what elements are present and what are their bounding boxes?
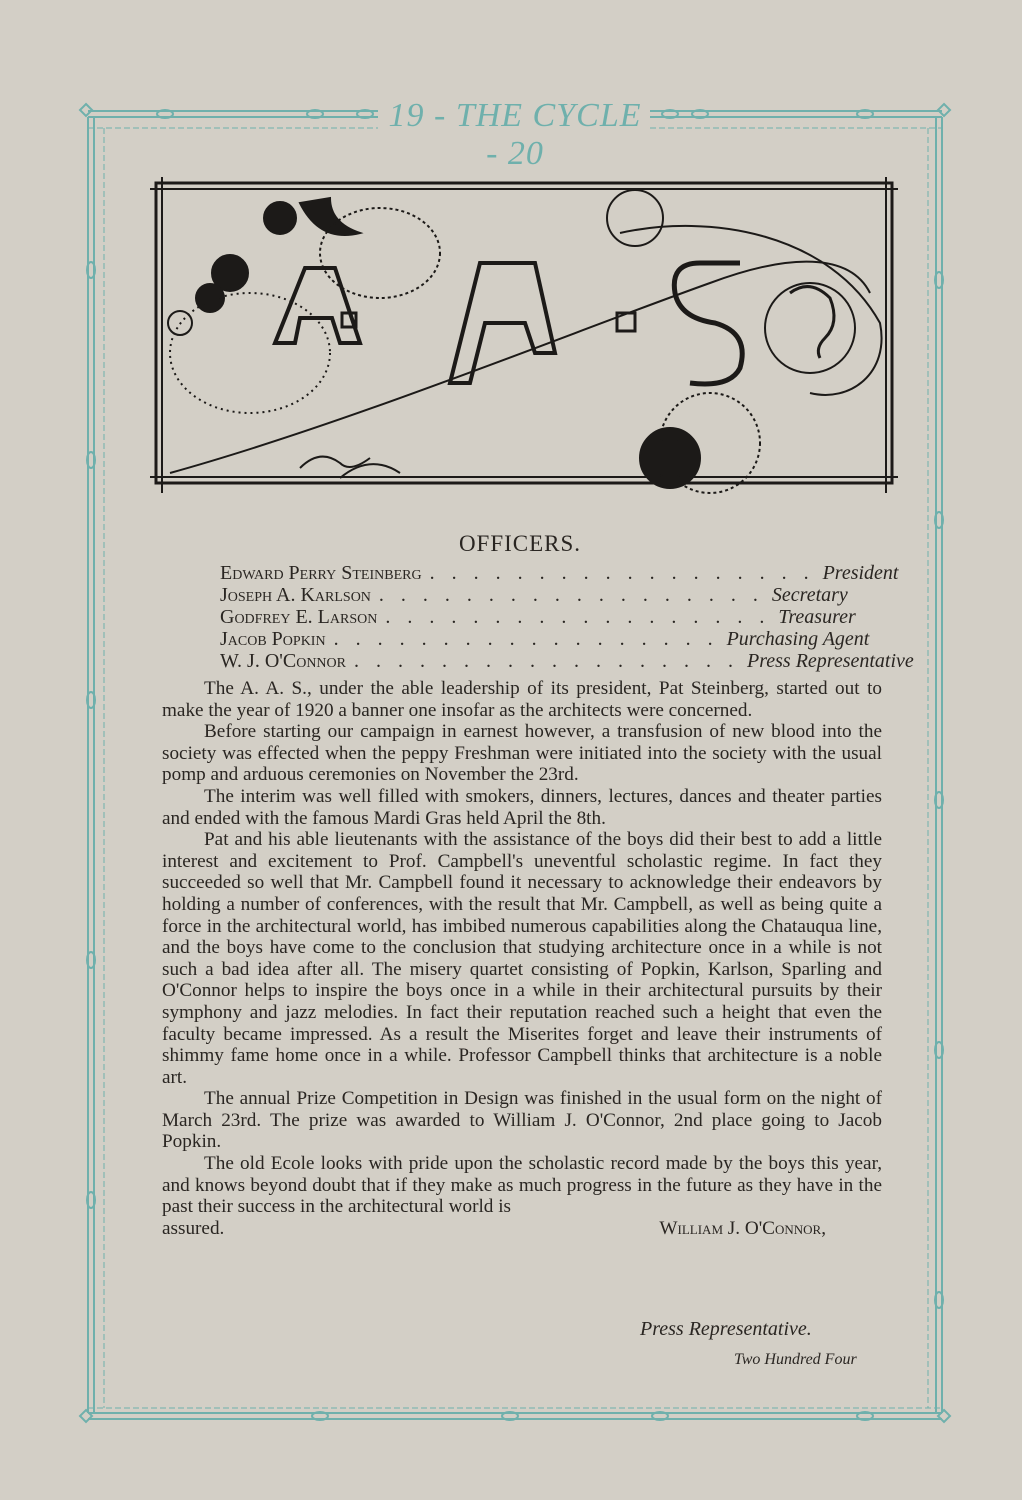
officer-name: Edward Perry Steinberg <box>220 562 422 584</box>
officer-name: W. J. O'Connor <box>220 650 346 672</box>
page-header-title: 19 - THE CYCLE - 20 <box>388 97 642 172</box>
signature-title: Press Representative. <box>640 1318 812 1340</box>
officer-role: Purchasing Agent <box>726 628 870 650</box>
signature-name: William J. O'Connor, <box>659 1217 826 1239</box>
paragraph: The old Ecole looks with pride upon the scholastic record made by the boys this year, and knows beyond doubt that if they make as much progress in the future as they have in the past their success in the architectural world is <box>162 1153 882 1218</box>
paragraph: Before starting our campaign in earnest however, a transfusion of new blood into the society was effected when the peppy Freshman were initiated into the society with the usual pomp and arduous ceremonies on November the 23rd. <box>162 721 882 786</box>
leader-dots: . . . . . . . . . . . . . . . . . . <box>333 628 719 650</box>
closing-line <box>162 1218 882 1240</box>
aas-vignette-illustration <box>150 173 898 498</box>
paragraph: The interim was well filled with smokers, dinners, lectures, dances and theater parties and ended with the famous Mardi Gras held April the 8th. <box>162 785 882 829</box>
officer-row <box>220 606 856 628</box>
officer-name: Jacob Popkin <box>220 628 326 650</box>
officer-name: Godfrey E. Larson <box>220 606 378 628</box>
leader-dots: . . . . . . . . . . . . . . . . . . <box>378 584 764 606</box>
closing-word: assured. <box>162 1217 225 1239</box>
leader-dots: . . . . . . . . . . . . . . . . . . <box>429 562 815 584</box>
paragraph: The annual Prize Competition in Design was finished in the usual form on the night of March 23rd. The prize was awarded to William J. O'Connor, 2nd place going to Jacob Popkin. <box>162 1088 882 1153</box>
paragraph: Pat and his able lieutenants with the assistance of the boys did their best to add a little interest and excitement to Prof. Campbell's uneventful scholastic regime. In fact they succeeded so well that Mr. Campbell found it necessary to acknowledge their endeavors by holding a number of conferences, with the result that Mr. Campbell, as well as being quite a force in the architectural world, has imbibed numerous capabilities along the Chatauqua line, and the boys have come to the conclusion that studying architecture once in a while is not such a bad idea after all. The misery quartet consisting of Popkin, Karlson, Sparling and O'Connor helps to inspire the boys once in a while in their architectural pursuits by their symphony and jazz melodies. In fact their reputation reached such a height that even the faculty became impressed. As a result the Miserites forget and leave their instruments of shimmy fame home once in a while. Professor Campbell thinks that architecture is a noble art. <box>162 829 882 1088</box>
page-number: Two Hundred Four <box>734 1351 857 1368</box>
officer-role: Press Representative <box>747 650 914 672</box>
officers-list <box>220 562 914 672</box>
leader-dots: . . . . . . . . . . . . . . . . . . <box>385 606 771 628</box>
article-body <box>162 678 882 1239</box>
officer-role: Treasurer <box>778 606 856 628</box>
officer-name: Joseph A. Karlson <box>220 584 371 606</box>
officer-row <box>220 628 870 650</box>
officer-role: Secretary <box>771 584 848 606</box>
officer-row <box>220 584 848 606</box>
leader-dots: . . . . . . . . . . . . . . . . . . <box>354 650 739 672</box>
officers-heading: OFFICERS. <box>458 531 582 556</box>
officer-row <box>220 650 914 672</box>
paragraph: The A. A. S., under the able leadership of its president, Pat Steinberg, started out to make the year of 1920 a banner one insofar as the architects were concerned. <box>162 678 882 721</box>
officer-role: President <box>822 562 899 584</box>
officer-row <box>220 562 899 584</box>
